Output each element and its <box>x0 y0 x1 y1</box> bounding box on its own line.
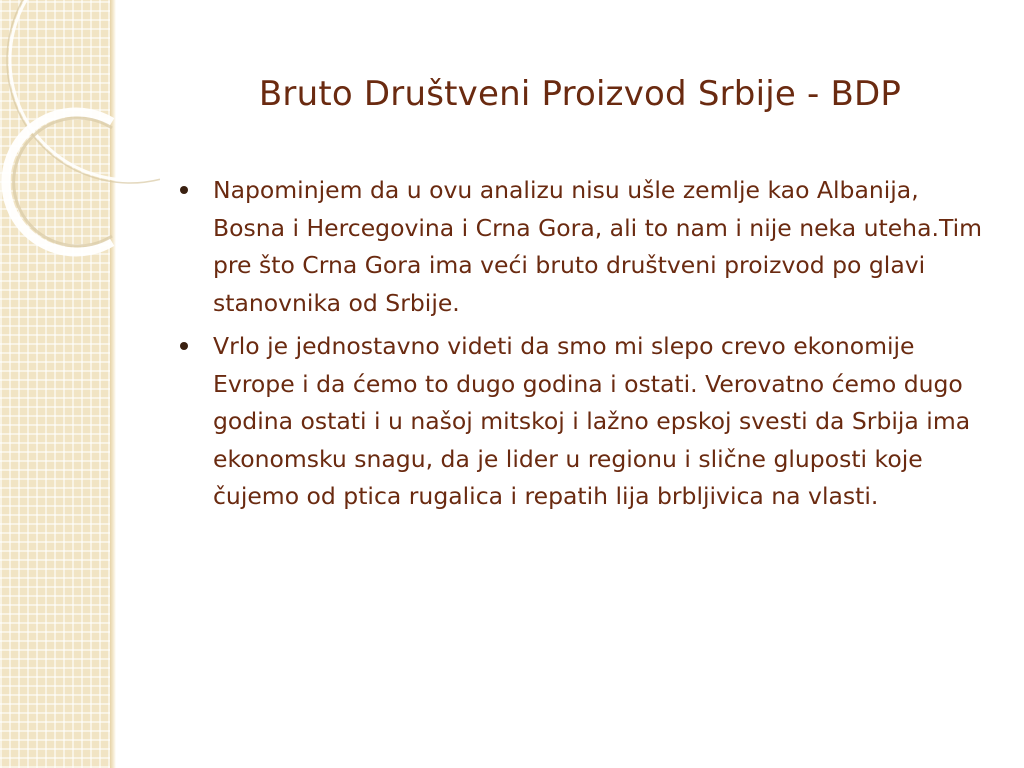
slide-title: Bruto Društveni Proizvod Srbije - BDP <box>258 74 902 114</box>
bullet-list <box>160 172 995 522</box>
list-item <box>160 172 995 322</box>
bullet-icon <box>180 342 188 350</box>
list-item <box>160 328 995 516</box>
decorative-circles-icon <box>0 0 160 260</box>
bullet-icon <box>180 186 188 194</box>
bullet-text: Vrlo je jednostavno videti da smo mi slepo crevo ekonomije Evrope i da ćemo to dugo godina i ostati. Verovatno ćemo dugo godina ostati i u našoj mitskoj i lažno epskoj svesti da Srbija ima ekonomsku snagu, da je lider u regionu i slične gluposti koje čujemo od ptica rugalica i repatih lija brbljivica na vlasti. <box>213 332 971 510</box>
bullet-text: Napominjem da u ovu analizu nisu ušle zemlje kao Albanija, Bosna i Hercegovina i Crna Gora, ali to nam i nije neka uteha.Tim pre što Crna Gora ima veći bruto društveni proizvod po glavi stanovnika od Srbije. <box>213 176 982 317</box>
